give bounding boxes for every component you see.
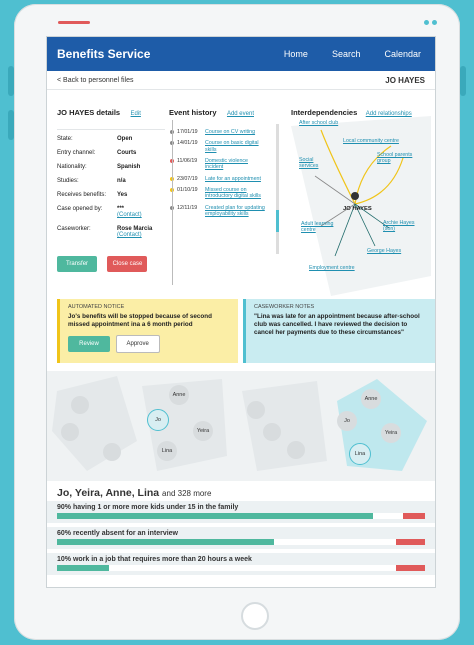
- stat-bar: [57, 513, 425, 519]
- nav-calendar[interactable]: Calendar: [384, 49, 421, 59]
- cluster-shapes: [47, 371, 435, 481]
- tablet-speaker: [58, 21, 90, 24]
- notice-label: AUTOMATED NOTICE: [68, 304, 125, 310]
- detail-key: Entry channel:: [57, 150, 96, 156]
- stat-red: [396, 565, 425, 571]
- details-title: JO HAYES details: [57, 108, 121, 117]
- summary-title: [47, 481, 435, 501]
- app-header: [47, 37, 435, 71]
- transfer-button[interactable]: Transfer: [57, 256, 97, 272]
- close-case-button[interactable]: Close case: [107, 256, 147, 272]
- stat-bar: [57, 565, 425, 571]
- node-archie-hayes[interactable]: Archie Hayes (son): [383, 220, 415, 233]
- cluster-anne[interactable]: Anne: [169, 385, 189, 405]
- event-date: 01/10/19: [177, 187, 198, 194]
- scrollbar-thumb[interactable]: [276, 210, 279, 232]
- event-date: 23/07/19: [177, 175, 198, 182]
- stat-red: [403, 513, 425, 519]
- node-adult-learning-centre[interactable]: Adult learning centre: [301, 221, 334, 234]
- cluster-person-dot[interactable]: [263, 423, 281, 441]
- app-screen: [46, 36, 436, 588]
- event-history-panel: [169, 102, 281, 222]
- interdependencies-title: Interdependencies: [291, 108, 358, 117]
- nav-search[interactable]: Search: [331, 49, 361, 59]
- node-local-community-centre[interactable]: Local community centre: [343, 138, 399, 144]
- node-social-services[interactable]: Social services: [299, 157, 319, 170]
- cluster-person-dot[interactable]: [287, 441, 305, 459]
- stat-fill: [57, 513, 373, 519]
- detail-key: Studies:: [57, 178, 79, 184]
- cluster-person-dot[interactable]: [71, 396, 89, 414]
- detail-value: Open: [117, 136, 133, 142]
- caseworker-text: "Lina was late for an appointment because after-school club was cancelled. I have reviewed the decision to cancel her payments due to these circumstances": [254, 313, 420, 337]
- stat-fill: [57, 539, 274, 545]
- detail-row-state: [57, 136, 165, 142]
- detail-row-nationality: [57, 164, 165, 170]
- detail-row-benefits: [57, 192, 165, 198]
- cluster-person-dot[interactable]: [247, 401, 265, 419]
- breadcrumb: [47, 71, 435, 90]
- person-name: JO HAYES: [385, 75, 425, 85]
- detail-key: Nationality:: [57, 164, 87, 170]
- event-link[interactable]: Course on CV writing: [205, 129, 256, 135]
- event-link[interactable]: Created plan for updating employability skills: [205, 204, 265, 218]
- event-link[interactable]: Missed course on introductory digital skills: [205, 187, 261, 200]
- review-button[interactable]: Review: [68, 336, 110, 352]
- caseworker-notes: [243, 299, 436, 363]
- notices-row: [57, 299, 433, 363]
- center-person: JO HAYES: [343, 206, 372, 212]
- details-panel: [57, 102, 165, 272]
- cluster-yeira-2[interactable]: Yeira: [381, 423, 401, 443]
- cluster-lina[interactable]: Lina: [157, 441, 177, 461]
- detail-value: Rose Marcia: [117, 226, 153, 232]
- caseworker-label: CASEWORKER NOTES: [254, 304, 315, 310]
- stat-row: [47, 501, 435, 523]
- event-item[interactable]: [169, 187, 281, 200]
- node-employment-centre[interactable]: Employment centre: [309, 265, 355, 271]
- event-item[interactable]: [169, 176, 281, 182]
- detail-key: State:: [57, 136, 73, 142]
- home-button[interactable]: [241, 602, 269, 630]
- detail-key: Receives benefits:: [57, 192, 107, 198]
- summary-panel: [47, 481, 435, 587]
- interdependencies-panel: [291, 102, 431, 298]
- stat-row: [47, 553, 435, 575]
- node-after-school-club[interactable]: After school club: [299, 120, 339, 126]
- stat-label: 10% work in a job that requires more than 20 hours a week: [57, 556, 252, 563]
- stat-bar: [57, 539, 425, 545]
- detail-row-entry: [57, 150, 165, 156]
- event-date: 11/06/19: [177, 158, 198, 165]
- detail-key: Caseworker:: [57, 226, 91, 232]
- event-item[interactable]: [169, 205, 281, 218]
- cluster-lina-2[interactable]: Lina: [349, 443, 371, 465]
- notice-text: Jo's benefits will be stopped because of second missed appointment ina a 6 month period: [68, 313, 212, 329]
- node-school-parents-group[interactable]: School parents group: [377, 152, 413, 165]
- timeline-line: [172, 120, 173, 285]
- app-title: Benefits Service: [57, 47, 151, 61]
- cluster-jo-2[interactable]: Jo: [337, 411, 357, 431]
- detail-row-opened-by: [57, 206, 165, 218]
- sensor-icon: [432, 20, 437, 25]
- event-link[interactable]: Late for an appointment: [205, 175, 261, 182]
- stat-label: 60% recently absent for an interview: [57, 530, 178, 537]
- approve-button[interactable]: Approve: [116, 335, 160, 353]
- detail-value: Courts: [117, 150, 137, 156]
- detail-value: Yes: [117, 192, 128, 198]
- detail-value: Spanish: [117, 164, 141, 170]
- detail-value: ***: [117, 206, 125, 212]
- event-date: 14/01/19: [177, 140, 198, 147]
- tablet-side-button-right: [460, 66, 466, 96]
- summary-more: and 328 more: [162, 489, 212, 498]
- nav-home[interactable]: Home: [283, 49, 308, 59]
- detail-value: n/a: [117, 178, 126, 184]
- event-date: 12/11/19: [177, 204, 198, 211]
- event-scrollbar[interactable]: [276, 124, 279, 254]
- cluster-anne-2[interactable]: Anne: [361, 389, 381, 409]
- detail-row-caseworker: [57, 226, 165, 238]
- stat-label: 90% having 1 or more more kids under 15 in the family: [57, 504, 239, 511]
- event-date: 17/01/19: [177, 129, 198, 135]
- stat-fill: [57, 565, 109, 571]
- event-item[interactable]: [169, 158, 281, 171]
- contact-link[interactable]: (Contact): [117, 212, 142, 218]
- edit-link[interactable]: Edit: [130, 111, 141, 117]
- stat-row: [47, 527, 435, 549]
- event-item[interactable]: [169, 140, 281, 153]
- stat-red: [396, 539, 425, 545]
- event-history-title: Event history: [169, 108, 217, 117]
- automated-notice: [57, 299, 238, 363]
- cluster-person-dot[interactable]: [103, 443, 121, 461]
- detail-row-studies: [57, 178, 165, 184]
- event-link[interactable]: Domestic violence incident: [205, 158, 248, 171]
- event-link[interactable]: Course on basic digital skills: [205, 140, 259, 153]
- cluster-map[interactable]: [47, 371, 435, 481]
- add-event-link[interactable]: Add event: [226, 111, 254, 117]
- summary-names: Jo, Yeira, Anne, Lina: [57, 487, 160, 499]
- contact-link[interactable]: (Contact): [117, 232, 142, 238]
- detail-key: Case opened by:: [57, 206, 103, 212]
- cluster-jo[interactable]: Jo: [147, 409, 169, 431]
- back-link[interactable]: < Back to personnel files: [57, 76, 134, 84]
- cluster-person-dot[interactable]: [61, 423, 79, 441]
- cluster-yeira[interactable]: Yeira: [193, 421, 213, 441]
- camera-icon: [424, 20, 429, 25]
- add-relationships-link[interactable]: Add relationships: [365, 111, 412, 117]
- event-item[interactable]: [169, 129, 281, 135]
- node-george-hayes[interactable]: George Hayes: [367, 248, 402, 254]
